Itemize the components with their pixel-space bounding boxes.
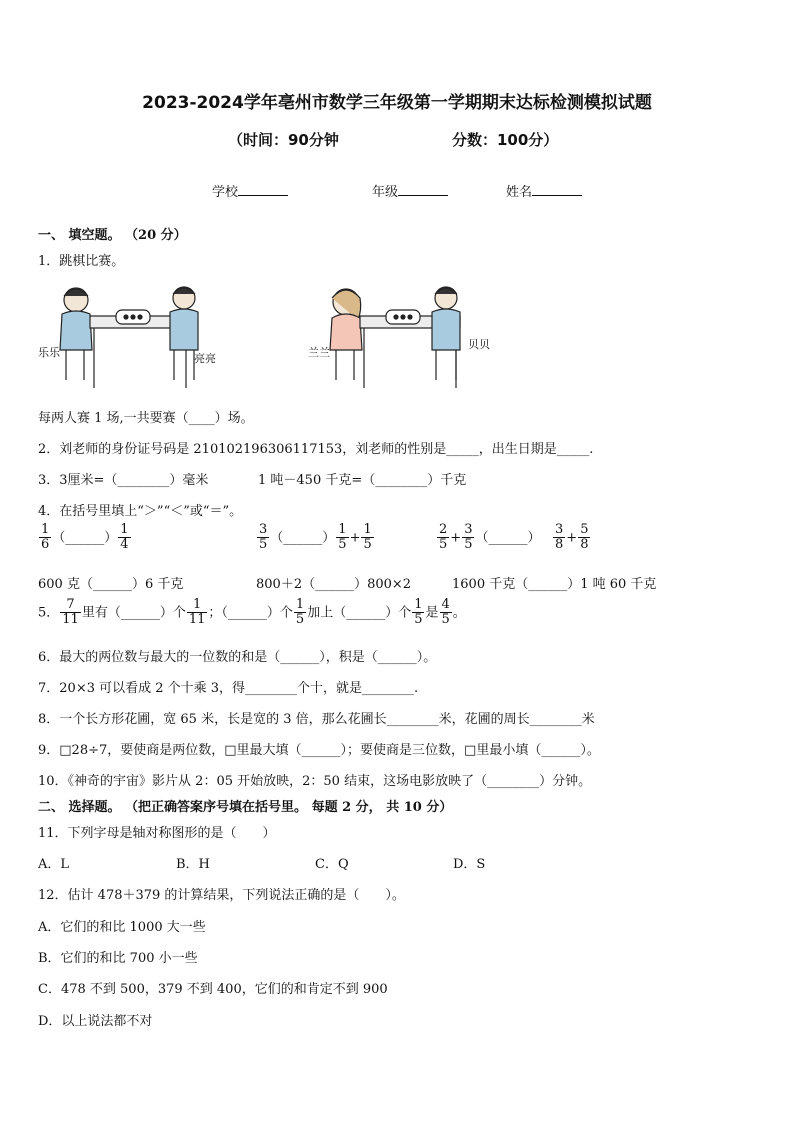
q4-item-a: $\frac{1}{6}$ （______） $\frac{1}{4}$ [41, 522, 129, 553]
q4-item-e: 600 克（______）6 千克 [38, 577, 184, 592]
question-6: 6．最大的两位数与最大的一位数的和是（______），积是（______）。 [38, 650, 437, 665]
question-10: 10．《神奇的宇宙》影片从 2：05 开始放映，2：50 结束，这场电影放映了（________）分钟。 [38, 774, 592, 789]
question-9: 9．□28÷7，要使商是两位数，□里最大填（______）；要使商是三位数，□里最小填（______）。 [38, 743, 600, 758]
question-7: 7．20×3 可以看成 2 个十乘 3，得________个十，就是________. [38, 681, 419, 696]
q4-item-g: 1600 千克（______）1 吨 60 千克 [452, 577, 657, 592]
q12-option-c[interactable]: C．478 不到 500，379 不到 400，它们的和肯定不到 900 [38, 982, 388, 997]
kid-label-lanlan: 兰兰 [308, 346, 330, 359]
q12-option-d[interactable]: D．以上说法都不对 [38, 1014, 153, 1029]
q4-item-f: 800＋2（______）800×2 [256, 577, 412, 592]
q12-option-a[interactable]: A．它们的和比 1000 大一些 [38, 920, 206, 935]
name-field[interactable]: 姓名 [506, 181, 582, 200]
checkers-illustration [36, 280, 490, 392]
scene-1 [60, 287, 198, 388]
scene-2 [330, 287, 460, 388]
q11-option-b[interactable]: B．H [176, 857, 210, 872]
q11-option-c[interactable]: C．Q [315, 857, 349, 872]
grade-field[interactable]: 年级 [372, 181, 448, 200]
q4-item-d: $\frac{3}{8}$ + $\frac{5}{8}$ [555, 522, 589, 553]
question-2: 2．刘老师的身份证号码是 210102196306117153，刘老师的性别是_____，出生日期是_____. [38, 442, 594, 457]
q11-option-a[interactable]: A．L [38, 857, 70, 872]
section-1-heading: 一、 填空题。 （20 分） [38, 228, 187, 243]
school-field[interactable]: 学校 [212, 181, 288, 200]
question-4: 4．在括号里填上“＞”“＜”或“＝”。 [38, 504, 243, 519]
question-8: 8．一个长方形花圃，宽 65 米，长是宽的 3 倍，那么花圃长________米，花圃的周长________米 [38, 712, 595, 727]
question-3a: 3．3厘米=（________）毫米 [38, 473, 209, 488]
kid-label-liangliang: 亮亮 [194, 352, 216, 365]
question-1-prompt: 每两人赛 1 场,一共要赛（____）场。 [38, 411, 254, 426]
score-label: 分数：100分） [452, 131, 559, 149]
question-11: 11．下列字母是轴对称图形的是（ ） [38, 826, 276, 841]
kid-label-lele: 乐乐 [38, 346, 60, 359]
section-2-heading: 二、 选择题。 （把正确答案序号填在括号里。 每题 2 分， 共 10 分） [38, 800, 453, 815]
question-3b: 1 吨－450 千克=（________）千克 [258, 473, 467, 488]
kid-label-beibei: 贝贝 [468, 338, 490, 351]
page-title: 2023-2024学年亳州市数学三年级第一学期期末达标检测模拟试题 [142, 93, 652, 113]
q11-option-d[interactable]: D．S [453, 857, 486, 872]
time-label: （时间：90分钟 [228, 131, 339, 149]
question-5: 5． $\frac{7}{11}$ 里有（______）个 $\frac{1}{11}$ ；（______）个 $\frac{1}{5}$ 加上（______）个 $\frac{1}{5}$ 是 $\frac{4}{5}$ 。 [38, 597, 466, 628]
q12-option-b[interactable]: B．它们的和比 700 小一些 [38, 951, 198, 966]
q4-item-b: $\frac{3}{5}$ （______） $\frac{1}{5}$ + $\frac{1}{5}$ [259, 522, 372, 553]
question-12: 12．估计 478＋379 的计算结果，下列说法正确的是（ ）。 [38, 888, 405, 903]
q4-item-c: $\frac{2}{5}$ + $\frac{3}{5}$ （______） [439, 522, 541, 553]
question-1: 1．跳棋比赛。 [38, 254, 125, 269]
